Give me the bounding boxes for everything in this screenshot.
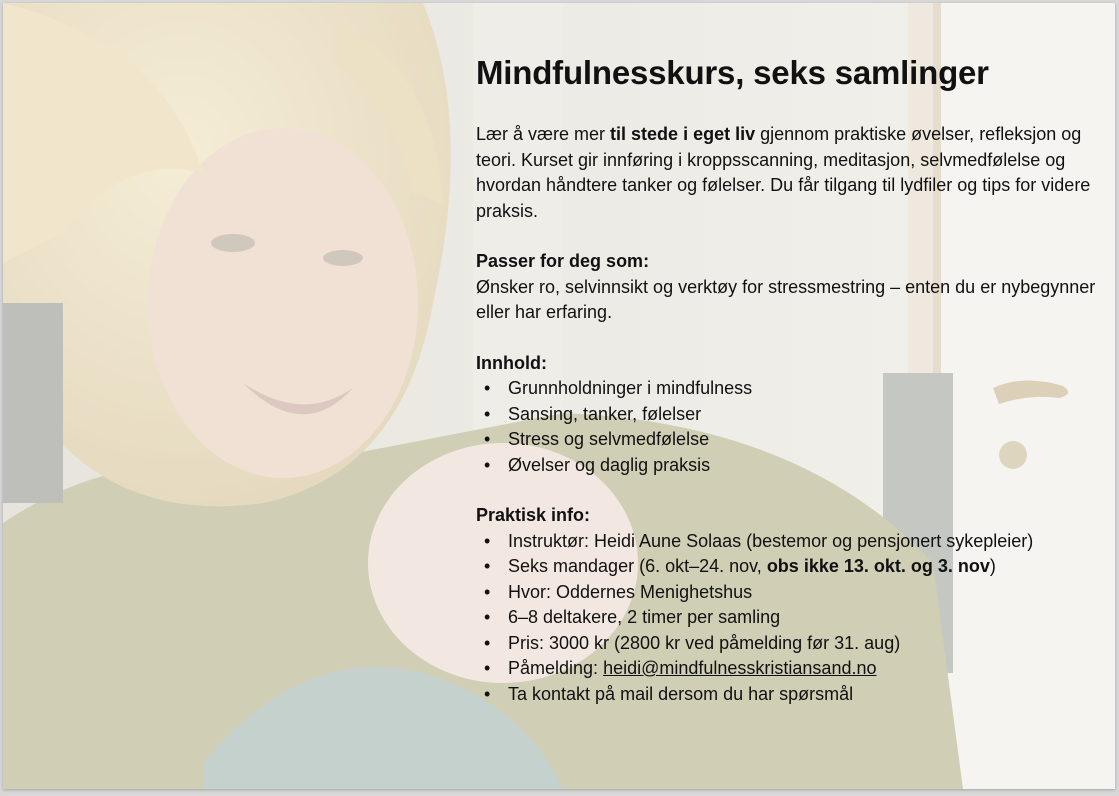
- page-title: Mindfulnesskurs, seks samlinger: [476, 54, 989, 91]
- signup-item: [508, 656, 1101, 682]
- schedule-text: Seks mandager (6. okt–24. nov,: [508, 556, 767, 576]
- signup-label: Påmelding:: [508, 658, 604, 678]
- schedule-exceptions: obs ikke 13. okt. og 3. nov: [766, 556, 990, 576]
- practical-heading: Praktisk info:: [476, 505, 591, 525]
- content-heading: Innhold:: [476, 352, 547, 373]
- content-list: [476, 376, 1101, 478]
- schedule-close: ): [989, 556, 996, 576]
- practical-list: [476, 529, 1101, 708]
- list-item: • Grunnholdninger i mindfulness: [508, 376, 1101, 402]
- intro-text-end: gjennom praktiske øvelser, refleksjon og teori. Kurset gir innføring i kroppsscanning, meditasjon, selvmedfølelse og hvordan håndtere tanker og følelser. Du får tilgang til lydfiler og tips for videre praksis.: [476, 124, 1091, 221]
- schedule-item: [508, 554, 1101, 580]
- list-item: • Stress og selvmedfølelse: [508, 427, 1101, 453]
- audience-heading: Passer for deg som:: [476, 251, 650, 271]
- intro-paragraph: [476, 122, 1101, 224]
- document-page: [3, 3, 1115, 789]
- participants-item: • 6–8 deltakere, 2 timer per samling: [508, 605, 1101, 631]
- signup-email-link[interactable]: heidi@mindfulnesskristiansand.no: [603, 658, 877, 678]
- contact-item: • Ta kontakt på mail dersom du har spørsmål: [508, 682, 1101, 708]
- intro-text-start: Lær å være mer: [476, 124, 611, 144]
- list-item: • Sansing, tanker, følelser: [508, 402, 1101, 428]
- audience-text: Ønsker ro, selvinnsikt og verktøy for stressmestring – enten du er nybegynner eller har erfaring.: [476, 276, 1096, 322]
- list-item: • Øvelser og daglig praksis: [508, 453, 1101, 479]
- course-info: [476, 53, 1101, 707]
- price-item: • Pris: 3000 kr (2800 kr ved påmelding før 31. aug): [508, 631, 1101, 657]
- location-item: • Hvor: Oddernes Menighetshus: [508, 580, 1101, 606]
- instructor-item: • Instruktør: Heidi Aune Solaas (bestemor og pensjonert sykepleier): [508, 529, 1101, 555]
- intro-emphasis: til stede i eget liv: [610, 124, 756, 144]
